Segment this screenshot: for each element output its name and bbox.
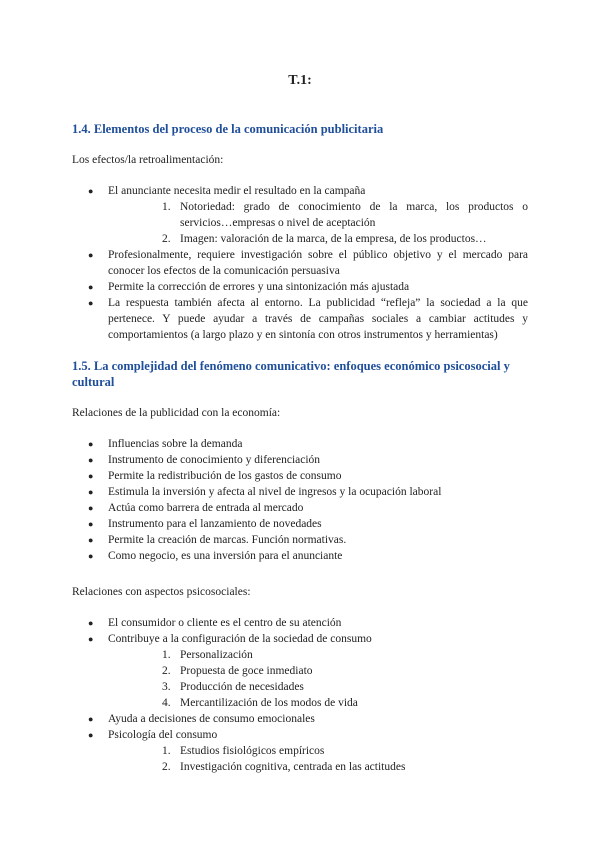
bullet-icon: ● xyxy=(88,535,94,545)
list-item: ● El anunciante necesita medir el resultado en la campaña 1. Notoriedad: grado de conocimiento de la marca, los productos o servicios…empresas o nivel de aceptación 2. Imagen: valoración de la marca, de la empresa, de los productos… xyxy=(88,185,528,245)
list-item: ● Influencias sobre la demanda xyxy=(88,438,243,450)
list-item: ● Como negocio, es una inversión para el anunciante xyxy=(88,550,343,562)
bullet-icon: ● xyxy=(88,471,94,481)
section-heading-1-4: 1.4. Elementos del proceso de la comunicación publicitaria xyxy=(72,122,384,136)
effects-list xyxy=(72,183,528,343)
list-item: ● Permite la creación de marcas. Función normativas. xyxy=(88,534,347,546)
list-item: ● Profesionalmente, requiere investigación sobre el público objetivo y el mercado para conocer los efectos de la comunicación persuasiva xyxy=(88,249,528,277)
list-item: ● Psicología del consumo 1. Estudios fisiológicos empíricos 2. Investigación cognitiva, centrada en las actitudes xyxy=(72,727,528,775)
section-intro-effects: Los efectos/la retroalimentación: xyxy=(72,154,224,166)
list-item: 2. Propuesta de goce inmediato xyxy=(162,665,313,677)
list-item: ● Permite la redistribución de los gastos de consumo xyxy=(88,470,342,482)
bullet-icon: ● xyxy=(88,250,94,260)
list-item: 1. Notoriedad: grado de conocimiento de la marca, los productos o servicios…empresas o nivel de aceptación xyxy=(162,201,528,229)
bullet-icon: ● xyxy=(88,282,94,292)
numbered-sublist xyxy=(108,199,528,247)
bullet-icon: ● xyxy=(88,439,94,449)
bullet-icon: ● xyxy=(88,455,94,465)
list-item: ● Contribuye a la configuración de la sociedad de consumo 1. Personalización 2. Propuesta de goce inmediato 3. Producción de necesidades 4. Mercantilización de los modos de vida xyxy=(72,631,528,711)
section-intro-economy: Relaciones de la publicidad con la economía: xyxy=(72,407,281,419)
section-heading-1-5: 1.5. La complejidad del fenómeno comunicativo: enfoques económico psicosocial y cultural xyxy=(72,359,510,389)
section-intro-psychosocial: Relaciones con aspectos psicosociales: xyxy=(72,586,251,598)
list-item: 1. Personalización xyxy=(162,649,253,661)
list-item: ● Actúa como barrera de entrada al mercado xyxy=(88,502,304,514)
bullet-icon: ● xyxy=(88,186,94,196)
numbered-sublist xyxy=(108,743,528,775)
page-title: T.1: xyxy=(288,73,312,88)
bullet-icon: ● xyxy=(88,730,94,740)
psychosocial-list xyxy=(72,615,528,775)
bullet-icon: ● xyxy=(88,618,94,628)
list-item: ● Permite la corrección de errores y una sintonización más ajustada xyxy=(88,281,410,293)
list-item: 4. Mercantilización de los modos de vida xyxy=(162,697,358,709)
bullet-icon: ● xyxy=(88,503,94,513)
bullet-icon: ● xyxy=(88,634,94,644)
list-item: 2. Imagen: valoración de la marca, de la empresa, de los productos… xyxy=(162,233,487,245)
bullet-icon: ● xyxy=(88,298,94,308)
list-item: 2. Investigación cognitiva, centrada en las actitudes xyxy=(162,761,406,773)
list-item: ● La respuesta también afecta al entorno. La publicidad “refleja” la sociedad a la que pertenece. Y puede ayudar a través de campañas sociales a cambiar actitudes y comportamientos (a largo plazo y en sintonía con otros instrumentos y herramientas) xyxy=(88,297,528,341)
bullet-icon: ● xyxy=(88,487,94,497)
bullet-icon: ● xyxy=(88,551,94,561)
numbered-sublist xyxy=(108,647,528,711)
economy-list xyxy=(72,436,528,564)
list-item: 1. Estudios fisiológicos empíricos xyxy=(162,745,325,757)
bullet-icon: ● xyxy=(88,519,94,529)
bullet-icon: ● xyxy=(88,714,94,724)
list-item: ● Instrumento de conocimiento y diferenciación xyxy=(88,454,321,466)
list-item: ● El consumidor o cliente es el centro de su atención xyxy=(88,617,342,629)
list-item: ● Estimula la inversión y afecta al nivel de ingresos y la ocupación laboral xyxy=(88,486,442,498)
list-item: ● Instrumento para el lanzamiento de novedades xyxy=(88,518,322,530)
list-item: ● Ayuda a decisiones de consumo emocionales xyxy=(88,713,315,725)
list-item: 3. Producción de necesidades xyxy=(162,681,304,693)
